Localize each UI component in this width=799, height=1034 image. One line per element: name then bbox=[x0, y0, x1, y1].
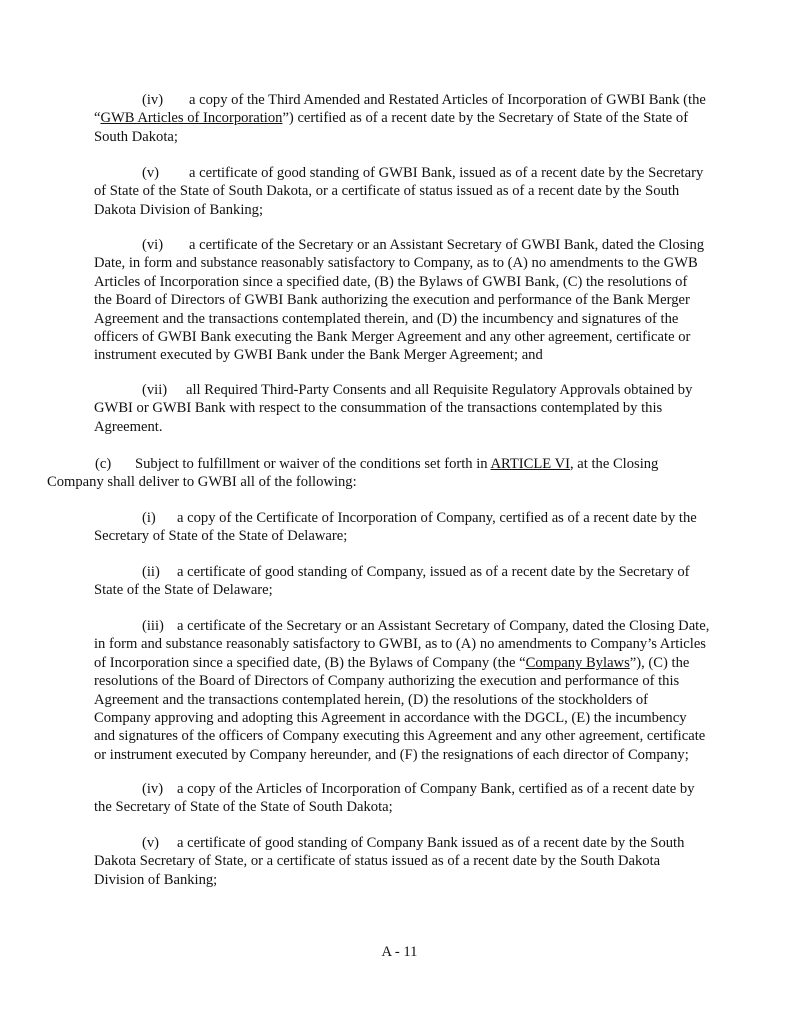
text-line: and signatures of the officers of Company executing this Agreement and any other agreement, certificate bbox=[94, 728, 706, 745]
clause-c-ii bbox=[94, 563, 689, 600]
text-line: State of the State of Delaware; bbox=[94, 582, 273, 599]
text-line: (v) a certificate of good standing of Company Bank issued as of a recent date by the South bbox=[142, 835, 685, 851]
text-line: (iii) a certificate of the Secretary or an Assistant Secretary of Company, dated the Closing Date, bbox=[142, 618, 710, 634]
defined-term: Company Bylaws bbox=[525, 654, 630, 671]
text-line: the Secretary of State of the State of South Dakota; bbox=[94, 799, 393, 816]
clause-b-v bbox=[94, 164, 703, 219]
clause-b-iv bbox=[94, 91, 706, 146]
clause-number: (v) bbox=[142, 835, 160, 851]
text-line: “GWB Articles of Incorporation”) certified as of a recent date by the Secretary of State of the State of bbox=[94, 110, 689, 127]
clause-number: (iii) bbox=[142, 618, 164, 634]
text-line: the Board of Directors of GWBI Bank authorizing the execution and performance of the Bank Merger bbox=[94, 292, 690, 309]
text-line: Agreement and the transactions contemplated therein, and (D) the incumbency and signatures of the bbox=[94, 310, 679, 327]
text-line: (iv) a copy of the Articles of Incorporation of Company Bank, certified as of a recent date by bbox=[142, 781, 695, 797]
text-line: Secretary of State of the State of Delaware; bbox=[94, 528, 348, 545]
clause-c bbox=[47, 455, 658, 492]
text-line: of State of the State of South Dakota, or a certificate of status issued as of a recent date by the South bbox=[94, 183, 680, 200]
text-line: of Incorporation since a specified date, (B) the Bylaws of Company (the “Company Bylaws”), (C) the bbox=[94, 654, 690, 671]
text-line: (vi) a certificate of the Secretary or an Assistant Secretary of GWBI Bank, dated the Closing bbox=[142, 237, 705, 253]
text-line: Articles of Incorporation since a specified date, (B) the Bylaws of GWBI Bank, (C) the resolutions of bbox=[94, 273, 688, 290]
text-line: Agreement. bbox=[94, 418, 163, 435]
clause-number: (v) bbox=[142, 165, 160, 181]
clause-number: (vi) bbox=[142, 237, 164, 253]
text-line: (ii) a certificate of good standing of Company, issued as of a recent date by the Secretary of bbox=[142, 564, 690, 580]
text-line: resolutions of the Board of Directors of Company authorizing the execution and performance of this bbox=[94, 673, 680, 690]
clause-number: (ii) bbox=[142, 564, 160, 580]
text-line: Agreement and the transactions contemplated herein, (D) the resolutions of the stockholders of bbox=[94, 691, 648, 708]
clause-number: (iv) bbox=[142, 92, 164, 108]
clause-c-v bbox=[94, 834, 684, 889]
text-line: officers of GWBI Bank executing the Bank Merger Agreement and any other agreement, certificate or bbox=[94, 329, 691, 346]
clause-c-i bbox=[94, 509, 697, 546]
clause-c-iv bbox=[94, 780, 695, 817]
text-line: Company shall deliver to GWBI all of the following: bbox=[47, 474, 357, 491]
clause-number: (c) bbox=[95, 456, 112, 472]
clause-c-iii bbox=[94, 617, 709, 764]
clause-number: (vii) bbox=[142, 382, 168, 398]
text-line: Date, in form and substance reasonably satisfactory to Company, as to (A) no amendments to the GWB bbox=[94, 255, 698, 272]
text-line: Division of Banking; bbox=[94, 871, 218, 888]
text-line: (iv) a copy of the Third Amended and Restated Articles of Incorporation of GWBI Bank (the bbox=[142, 92, 706, 108]
text-line: (vii) all Required Third-Party Consents and all Requisite Regulatory Approvals obtained by bbox=[142, 382, 693, 398]
text-line: (v) a certificate of good standing of GWBI Bank, issued as of a recent date by the Secretary bbox=[142, 165, 704, 181]
text-line: (i) a copy of the Certificate of Incorporation of Company, certified as of a recent date by the bbox=[142, 510, 697, 526]
clause-b-vi bbox=[94, 236, 704, 365]
text-line: Dakota Secretary of State, or a certificate of status issued as of a recent date by the South Dakota bbox=[94, 853, 661, 870]
text-line: South Dakota; bbox=[94, 128, 178, 145]
page-number: A - 11 bbox=[381, 944, 418, 960]
text-line: Dakota Division of Banking; bbox=[94, 201, 264, 218]
text-line: Company approving and adopting this Agreement in accordance with the DGCL, (E) the incumbency bbox=[94, 710, 687, 727]
defined-term: GWB Articles of Incorporation bbox=[100, 110, 283, 127]
article-reference: ARTICLE VI bbox=[490, 456, 570, 472]
text-line: (c) Subject to fulfillment or waiver of the conditions set forth in ARTICLE VI, at the Closing bbox=[95, 456, 659, 472]
clause-number: (i) bbox=[142, 510, 156, 526]
text-line: or instrument executed by Company hereunder, and (F) the resignations of each director of Company; bbox=[94, 746, 689, 763]
text-line: in form and substance reasonably satisfactory to GWBI, as to (A) no amendments to Company’s Articles bbox=[94, 636, 706, 653]
text-line: GWBI or GWBI Bank with respect to the consummation of the transactions contemplated by this bbox=[94, 400, 663, 417]
clause-b-vii bbox=[94, 381, 692, 436]
text-line: instrument executed by GWBI Bank under the Bank Merger Agreement; and bbox=[94, 347, 543, 364]
clause-number: (iv) bbox=[142, 781, 164, 797]
